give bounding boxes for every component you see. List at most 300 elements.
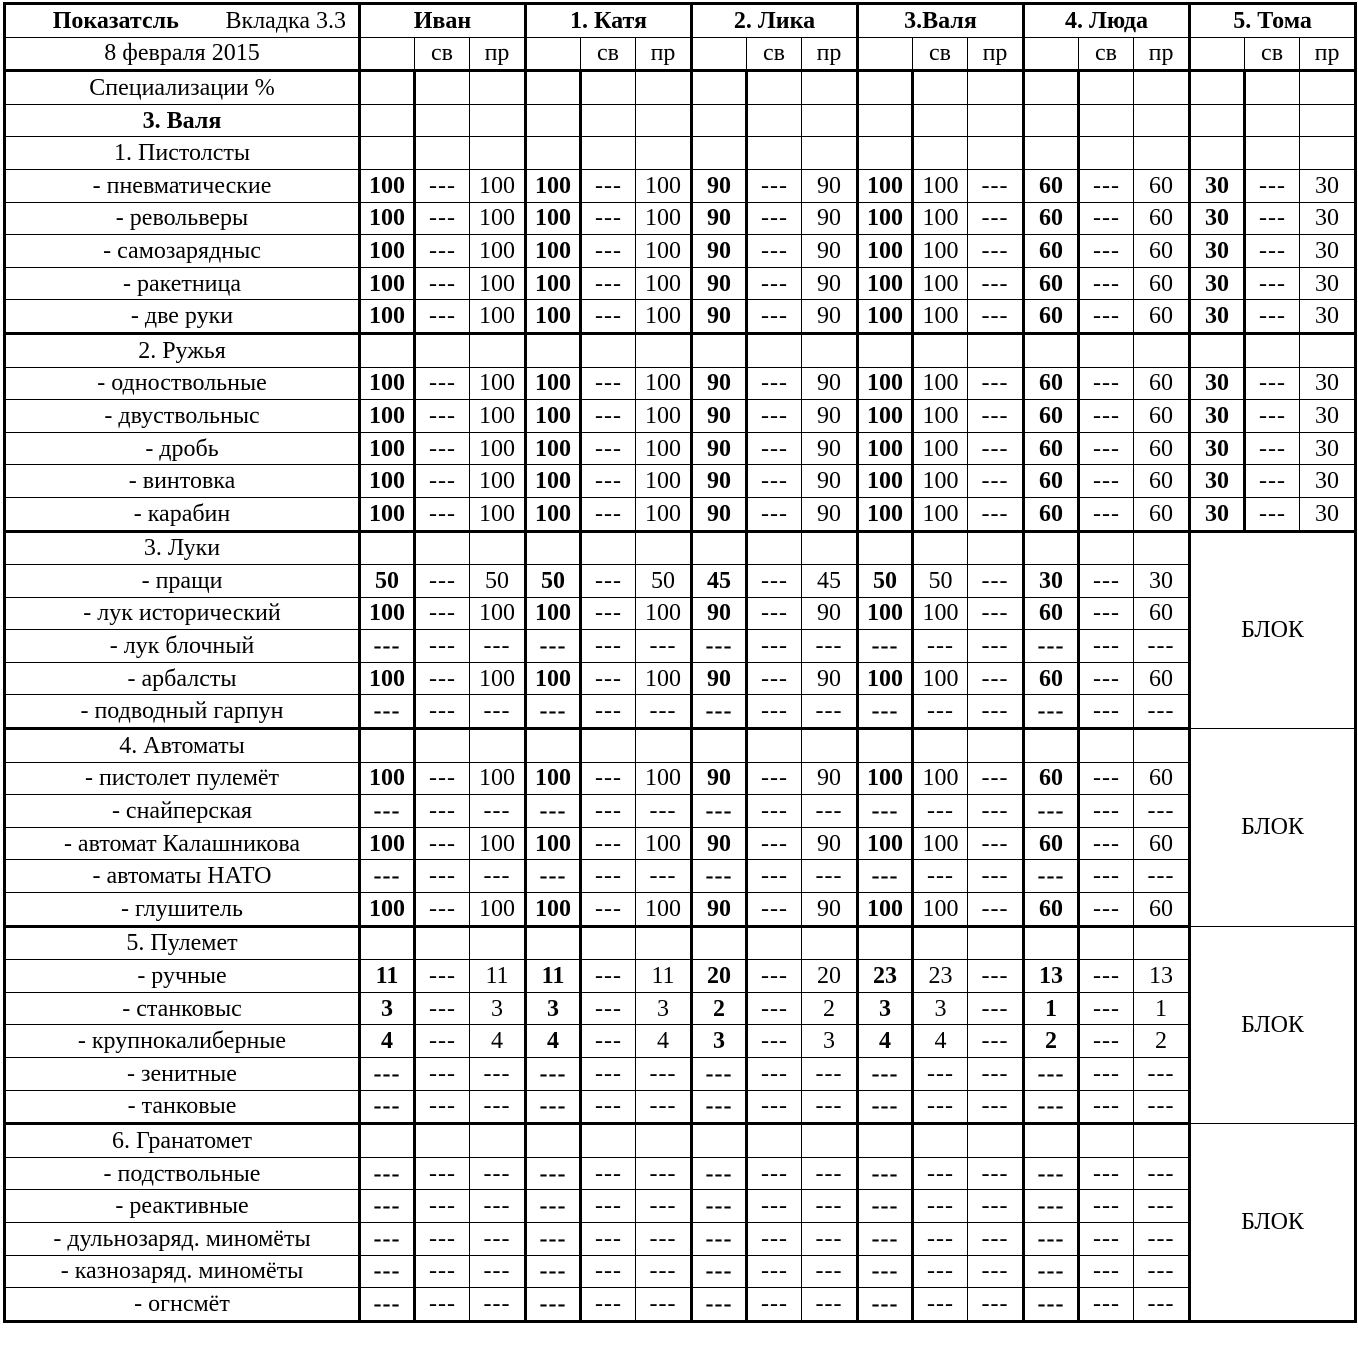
- value-cell-katya-sv: ---: [581, 1090, 636, 1124]
- value-cell-valya-sv: ---: [913, 1157, 968, 1190]
- value-cell-lika-pr: ---: [802, 630, 858, 663]
- value-cell-katya-pr: ---: [636, 695, 692, 729]
- value-cell-lyuda-main: 1: [1024, 992, 1079, 1025]
- value-cell-katya-main: 100: [526, 235, 581, 268]
- value-cell-valya-sv: ---: [913, 630, 968, 663]
- person-empty-cell: [802, 104, 858, 137]
- value-cell-ivan-pr: 100: [470, 597, 526, 630]
- value-cell-valya-main: 100: [858, 465, 913, 498]
- section-title: 5. Пулемет: [5, 926, 360, 960]
- section-empty-cell: [526, 926, 581, 960]
- value-cell-valya-pr: ---: [968, 400, 1024, 433]
- value-cell-ivan-pr: 100: [470, 465, 526, 498]
- subheader-lika-pr: пр: [802, 37, 858, 71]
- value-cell-valya-main: 100: [858, 893, 913, 927]
- value-cell-katya-main: 100: [526, 367, 581, 400]
- value-cell-katya-main: ---: [526, 1157, 581, 1190]
- value-cell-valya-pr: ---: [968, 1190, 1024, 1223]
- section-empty-cell: [636, 926, 692, 960]
- value-cell-valya-main: ---: [858, 1058, 913, 1091]
- value-cell-valya-main: 100: [858, 202, 913, 235]
- table-row: [5, 1222, 1356, 1255]
- specializations-row: [5, 71, 1356, 105]
- table-row: [5, 860, 1356, 893]
- value-cell-lika-main: 90: [692, 662, 747, 695]
- value-cell-katya-pr: 100: [636, 267, 692, 300]
- value-cell-lyuda-sv: ---: [1079, 960, 1134, 993]
- value-cell-toma-pr: 30: [1300, 400, 1356, 433]
- value-cell-lyuda-pr: 60: [1134, 202, 1190, 235]
- value-cell-lyuda-pr: 60: [1134, 662, 1190, 695]
- section-empty-cell: [747, 333, 802, 367]
- section-title-row: [5, 333, 1356, 367]
- value-cell-lika-sv: ---: [747, 300, 802, 334]
- section-empty-cell: [802, 137, 858, 170]
- value-cell-ivan-pr: 100: [470, 367, 526, 400]
- value-cell-toma-sv: ---: [1245, 267, 1300, 300]
- value-cell-lyuda-main: 60: [1024, 300, 1079, 334]
- subheader-ivan-pr: пр: [470, 37, 526, 71]
- section-empty-cell: [415, 926, 470, 960]
- subheader-lyuda-pr: пр: [1134, 37, 1190, 71]
- value-cell-katya-sv: ---: [581, 1025, 636, 1058]
- person-empty-cell: [1190, 104, 1245, 137]
- section-empty-cell: [526, 729, 581, 763]
- value-cell-katya-pr: 100: [636, 235, 692, 268]
- value-cell-lyuda-sv: ---: [1079, 1025, 1134, 1058]
- value-cell-ivan-sv: ---: [415, 169, 470, 202]
- value-cell-ivan-main: ---: [360, 695, 415, 729]
- value-cell-valya-pr: ---: [968, 795, 1024, 828]
- subheader-valya-pr: пр: [968, 37, 1024, 71]
- value-cell-lyuda-sv: ---: [1079, 267, 1134, 300]
- table-row: [5, 762, 1356, 795]
- value-cell-ivan-main: 100: [360, 300, 415, 334]
- table-row: [5, 1058, 1356, 1091]
- value-cell-katya-sv: ---: [581, 992, 636, 1025]
- value-cell-valya-pr: ---: [968, 169, 1024, 202]
- value-cell-ivan-pr: 100: [470, 762, 526, 795]
- value-cell-ivan-sv: ---: [415, 827, 470, 860]
- value-cell-katya-main: 100: [526, 267, 581, 300]
- value-cell-ivan-pr: 100: [470, 202, 526, 235]
- value-cell-valya-pr: ---: [968, 827, 1024, 860]
- section-empty-cell: [470, 729, 526, 763]
- section-empty-cell: [360, 531, 415, 565]
- row-label: - лук исторический: [5, 597, 360, 630]
- value-cell-lika-main: 90: [692, 497, 747, 531]
- value-cell-lika-sv: ---: [747, 400, 802, 433]
- table-row: [5, 300, 1356, 334]
- value-cell-valya-main: 50: [858, 565, 913, 598]
- section-empty-cell: [1134, 1124, 1190, 1158]
- value-cell-valya-main: 100: [858, 300, 913, 334]
- table-row: [5, 1255, 1356, 1288]
- specializations-label: Специализации %: [5, 71, 360, 105]
- value-cell-lika-pr: 90: [802, 300, 858, 334]
- value-cell-ivan-main: 100: [360, 432, 415, 465]
- table-row: [5, 367, 1356, 400]
- value-cell-ivan-sv: ---: [415, 795, 470, 828]
- value-cell-valya-pr: ---: [968, 267, 1024, 300]
- value-cell-lika-main: 90: [692, 465, 747, 498]
- section-empty-cell: [636, 729, 692, 763]
- value-cell-valya-sv: 100: [913, 432, 968, 465]
- subheader-toma-sv: св: [1245, 37, 1300, 71]
- value-cell-katya-sv: ---: [581, 1157, 636, 1190]
- value-cell-katya-main: 100: [526, 597, 581, 630]
- row-label: - дробь: [5, 432, 360, 465]
- value-cell-valya-sv: 100: [913, 400, 968, 433]
- section-empty-cell: [1079, 333, 1134, 367]
- section-empty-cell: [581, 926, 636, 960]
- value-cell-katya-pr: 100: [636, 202, 692, 235]
- value-cell-lika-pr: 3: [802, 1025, 858, 1058]
- value-cell-katya-pr: ---: [636, 1190, 692, 1223]
- value-cell-lyuda-pr: 60: [1134, 597, 1190, 630]
- value-cell-lyuda-sv: ---: [1079, 1255, 1134, 1288]
- row-label: - автоматы НАТО: [5, 860, 360, 893]
- person-empty-cell: [415, 104, 470, 137]
- value-cell-lyuda-sv: ---: [1079, 1190, 1134, 1223]
- value-cell-lika-sv: ---: [747, 762, 802, 795]
- value-cell-lyuda-main: 60: [1024, 497, 1079, 531]
- value-cell-lyuda-pr: 60: [1134, 497, 1190, 531]
- value-cell-katya-main: 100: [526, 169, 581, 202]
- value-cell-lika-sv: ---: [747, 497, 802, 531]
- header-row-subcolumns: [5, 37, 1356, 71]
- value-cell-lika-sv: ---: [747, 267, 802, 300]
- section-empty-cell: [858, 1124, 913, 1158]
- value-cell-lyuda-pr: 13: [1134, 960, 1190, 993]
- value-cell-katya-main: 100: [526, 400, 581, 433]
- person-empty-cell: [1134, 104, 1190, 137]
- section-empty-cell: [692, 1124, 747, 1158]
- value-cell-katya-main: 4: [526, 1025, 581, 1058]
- row-label: - реактивные: [5, 1190, 360, 1223]
- value-cell-lika-sv: ---: [747, 367, 802, 400]
- section-empty-cell: [802, 1124, 858, 1158]
- section-empty-cell: [415, 531, 470, 565]
- value-cell-lika-pr: ---: [802, 1288, 858, 1322]
- section-empty-cell: [968, 531, 1024, 565]
- value-cell-ivan-sv: ---: [415, 300, 470, 334]
- value-cell-katya-main: 100: [526, 497, 581, 531]
- value-cell-katya-main: ---: [526, 1222, 581, 1255]
- value-cell-katya-pr: 11: [636, 960, 692, 993]
- specializations-empty-cell: [1079, 71, 1134, 105]
- value-cell-lika-main: ---: [692, 1288, 747, 1322]
- subheader-toma-pr: пр: [1300, 37, 1356, 71]
- value-cell-valya-sv: 100: [913, 235, 968, 268]
- section-empty-cell: [360, 926, 415, 960]
- value-cell-ivan-pr: ---: [470, 695, 526, 729]
- subheader-katya-main: [526, 37, 581, 71]
- row-label: - дульнозаряд. миномёты: [5, 1222, 360, 1255]
- value-cell-katya-sv: ---: [581, 1058, 636, 1091]
- table-row: [5, 630, 1356, 663]
- value-cell-valya-pr: ---: [968, 762, 1024, 795]
- value-cell-ivan-pr: 100: [470, 827, 526, 860]
- row-label: - две руки: [5, 300, 360, 334]
- report-date: 8 февраля 2015: [5, 37, 360, 71]
- subheader-lyuda-main: [1024, 37, 1079, 71]
- section-empty-cell: [968, 926, 1024, 960]
- value-cell-lika-sv: ---: [747, 1157, 802, 1190]
- value-cell-lyuda-main: 60: [1024, 202, 1079, 235]
- value-cell-valya-sv: 23: [913, 960, 968, 993]
- value-cell-ivan-pr: ---: [470, 860, 526, 893]
- value-cell-lika-pr: 90: [802, 432, 858, 465]
- value-cell-lyuda-main: 60: [1024, 762, 1079, 795]
- section-empty-cell: [858, 333, 913, 367]
- value-cell-ivan-pr: 100: [470, 169, 526, 202]
- value-cell-valya-sv: ---: [913, 695, 968, 729]
- value-cell-katya-pr: 100: [636, 169, 692, 202]
- value-cell-toma-pr: 30: [1300, 497, 1356, 531]
- value-cell-valya-sv: 100: [913, 662, 968, 695]
- value-cell-lyuda-sv: ---: [1079, 202, 1134, 235]
- value-cell-lika-sv: ---: [747, 465, 802, 498]
- specializations-empty-cell: [747, 71, 802, 105]
- value-cell-katya-pr: 100: [636, 827, 692, 860]
- value-cell-ivan-sv: ---: [415, 565, 470, 598]
- row-label: - танковые: [5, 1090, 360, 1124]
- row-label: - двуствольныс: [5, 400, 360, 433]
- value-cell-ivan-sv: ---: [415, 367, 470, 400]
- value-cell-ivan-pr: 100: [470, 662, 526, 695]
- value-cell-katya-main: 100: [526, 762, 581, 795]
- value-cell-lyuda-pr: ---: [1134, 1058, 1190, 1091]
- value-cell-valya-pr: ---: [968, 1255, 1024, 1288]
- value-cell-lyuda-sv: ---: [1079, 565, 1134, 598]
- value-cell-lika-main: 90: [692, 235, 747, 268]
- value-cell-toma-sv: ---: [1245, 400, 1300, 433]
- value-cell-katya-sv: ---: [581, 432, 636, 465]
- value-cell-valya-pr: ---: [968, 432, 1024, 465]
- value-cell-toma-sv: ---: [1245, 367, 1300, 400]
- section-empty-cell: [747, 729, 802, 763]
- value-cell-katya-sv: ---: [581, 630, 636, 663]
- value-cell-lika-pr: 20: [802, 960, 858, 993]
- value-cell-toma-main: 30: [1190, 202, 1245, 235]
- row-label: - арбалсты: [5, 662, 360, 695]
- value-cell-valya-sv: 100: [913, 202, 968, 235]
- value-cell-valya-sv: 100: [913, 169, 968, 202]
- value-cell-ivan-sv: ---: [415, 432, 470, 465]
- value-cell-lika-sv: ---: [747, 1025, 802, 1058]
- value-cell-ivan-sv: ---: [415, 1288, 470, 1322]
- section-empty-cell: [968, 729, 1024, 763]
- value-cell-katya-sv: ---: [581, 1288, 636, 1322]
- value-cell-ivan-sv: ---: [415, 1058, 470, 1091]
- group-header-lyuda: 4. Люда: [1024, 4, 1190, 38]
- value-cell-ivan-pr: 50: [470, 565, 526, 598]
- section-empty-cell: [858, 729, 913, 763]
- value-cell-lyuda-pr: 60: [1134, 465, 1190, 498]
- person-empty-cell: [526, 104, 581, 137]
- subheader-valya-sv: св: [913, 37, 968, 71]
- value-cell-katya-sv: ---: [581, 565, 636, 598]
- value-cell-ivan-main: ---: [360, 795, 415, 828]
- value-cell-valya-sv: ---: [913, 1222, 968, 1255]
- group-header-valya: 3.Валя: [858, 4, 1024, 38]
- value-cell-lyuda-sv: ---: [1079, 300, 1134, 334]
- value-cell-katya-sv: ---: [581, 1222, 636, 1255]
- value-cell-katya-main: 100: [526, 893, 581, 927]
- value-cell-katya-sv: ---: [581, 1190, 636, 1223]
- value-cell-valya-main: 100: [858, 432, 913, 465]
- table-row: [5, 1090, 1356, 1124]
- group-header-katya: 1. Катя: [526, 4, 692, 38]
- value-cell-lyuda-pr: ---: [1134, 1090, 1190, 1124]
- value-cell-valya-sv: 50: [913, 565, 968, 598]
- section-empty-cell: [747, 531, 802, 565]
- value-cell-lyuda-sv: ---: [1079, 860, 1134, 893]
- section-empty-cell: [1024, 137, 1079, 170]
- subheader-ivan-sv: св: [415, 37, 470, 71]
- table-row: [5, 1025, 1356, 1058]
- blocked-cell: БЛОК: [1190, 729, 1356, 927]
- value-cell-lyuda-pr: 60: [1134, 827, 1190, 860]
- section-empty-cell: [692, 531, 747, 565]
- value-cell-ivan-pr: 100: [470, 400, 526, 433]
- value-cell-ivan-sv: ---: [415, 662, 470, 695]
- section-empty-cell: [636, 1124, 692, 1158]
- person-row: [5, 104, 1356, 137]
- subheader-toma-main: [1190, 37, 1245, 71]
- value-cell-katya-sv: ---: [581, 400, 636, 433]
- value-cell-katya-main: ---: [526, 1058, 581, 1091]
- value-cell-ivan-sv: ---: [415, 1090, 470, 1124]
- section-empty-cell: [581, 137, 636, 170]
- value-cell-lyuda-sv: ---: [1079, 827, 1134, 860]
- value-cell-valya-pr: ---: [968, 367, 1024, 400]
- value-cell-lika-pr: ---: [802, 1157, 858, 1190]
- table-row: [5, 597, 1356, 630]
- value-cell-valya-sv: ---: [913, 1190, 968, 1223]
- value-cell-valya-sv: 4: [913, 1025, 968, 1058]
- value-cell-toma-main: 30: [1190, 400, 1245, 433]
- value-cell-ivan-sv: ---: [415, 893, 470, 927]
- table-row: [5, 235, 1356, 268]
- value-cell-lika-sv: ---: [747, 960, 802, 993]
- value-cell-toma-sv: ---: [1245, 202, 1300, 235]
- value-cell-valya-pr: ---: [968, 860, 1024, 893]
- value-cell-katya-main: ---: [526, 1190, 581, 1223]
- value-cell-katya-sv: ---: [581, 497, 636, 531]
- value-cell-lyuda-pr: ---: [1134, 795, 1190, 828]
- value-cell-lika-main: ---: [692, 1255, 747, 1288]
- value-cell-ivan-pr: ---: [470, 1157, 526, 1190]
- value-cell-valya-main: ---: [858, 695, 913, 729]
- value-cell-lika-sv: ---: [747, 1288, 802, 1322]
- row-label: - пистолет пулемёт: [5, 762, 360, 795]
- row-label: - пращи: [5, 565, 360, 598]
- value-cell-katya-pr: 4: [636, 1025, 692, 1058]
- value-cell-ivan-pr: 11: [470, 960, 526, 993]
- value-cell-ivan-pr: ---: [470, 1222, 526, 1255]
- value-cell-katya-main: 100: [526, 465, 581, 498]
- section-empty-cell: [968, 1124, 1024, 1158]
- section-empty-cell: [913, 137, 968, 170]
- section-empty-cell: [1079, 926, 1134, 960]
- value-cell-ivan-main: ---: [360, 1222, 415, 1255]
- value-cell-lyuda-pr: ---: [1134, 860, 1190, 893]
- value-cell-lika-main: ---: [692, 1058, 747, 1091]
- value-cell-lyuda-main: ---: [1024, 860, 1079, 893]
- value-cell-katya-pr: ---: [636, 1255, 692, 1288]
- section-empty-cell: [1079, 531, 1134, 565]
- value-cell-lyuda-main: 60: [1024, 827, 1079, 860]
- value-cell-lika-main: ---: [692, 1157, 747, 1190]
- section-empty-cell: [415, 333, 470, 367]
- value-cell-valya-pr: ---: [968, 465, 1024, 498]
- person-empty-cell: [1079, 104, 1134, 137]
- value-cell-lyuda-sv: ---: [1079, 630, 1134, 663]
- value-cell-valya-main: ---: [858, 1157, 913, 1190]
- value-cell-valya-main: ---: [858, 860, 913, 893]
- value-cell-lyuda-pr: 60: [1134, 235, 1190, 268]
- value-cell-katya-sv: ---: [581, 827, 636, 860]
- value-cell-lika-main: 90: [692, 597, 747, 630]
- section-empty-cell: [1134, 729, 1190, 763]
- value-cell-ivan-pr: ---: [470, 1288, 526, 1322]
- value-cell-ivan-pr: ---: [470, 1190, 526, 1223]
- value-cell-valya-main: 100: [858, 169, 913, 202]
- section-empty-cell: [1245, 137, 1300, 170]
- value-cell-valya-pr: ---: [968, 630, 1024, 663]
- section-title-row: [5, 729, 1356, 763]
- section-empty-cell: [1024, 1124, 1079, 1158]
- value-cell-ivan-main: 11: [360, 960, 415, 993]
- table-row: [5, 960, 1356, 993]
- section-empty-cell: [968, 137, 1024, 170]
- value-cell-ivan-sv: ---: [415, 267, 470, 300]
- value-cell-lyuda-pr: 2: [1134, 1025, 1190, 1058]
- section-empty-cell: [1134, 531, 1190, 565]
- value-cell-toma-sv: ---: [1245, 235, 1300, 268]
- value-cell-lyuda-pr: 1: [1134, 992, 1190, 1025]
- section-empty-cell: [1079, 729, 1134, 763]
- specializations-empty-cell: [636, 71, 692, 105]
- value-cell-lyuda-sv: ---: [1079, 169, 1134, 202]
- value-cell-ivan-sv: ---: [415, 860, 470, 893]
- value-cell-lika-main: 90: [692, 267, 747, 300]
- table-row: [5, 497, 1356, 531]
- person-empty-cell: [360, 104, 415, 137]
- value-cell-valya-main: ---: [858, 1255, 913, 1288]
- value-cell-toma-sv: ---: [1245, 497, 1300, 531]
- value-cell-ivan-main: 4: [360, 1025, 415, 1058]
- value-cell-katya-pr: 3: [636, 992, 692, 1025]
- value-cell-lyuda-pr: 60: [1134, 762, 1190, 795]
- value-cell-valya-pr: ---: [968, 960, 1024, 993]
- value-cell-ivan-pr: 3: [470, 992, 526, 1025]
- value-cell-katya-main: ---: [526, 695, 581, 729]
- value-cell-lika-sv: ---: [747, 695, 802, 729]
- value-cell-valya-sv: 3: [913, 992, 968, 1025]
- row-label: - станковыс: [5, 992, 360, 1025]
- row-label: - подводный гарпун: [5, 695, 360, 729]
- row-label: - лук блочный: [5, 630, 360, 663]
- section-empty-cell: [692, 333, 747, 367]
- value-cell-lika-pr: 2: [802, 992, 858, 1025]
- value-cell-ivan-sv: ---: [415, 202, 470, 235]
- section-empty-cell: [636, 333, 692, 367]
- value-cell-lyuda-main: ---: [1024, 1222, 1079, 1255]
- section-empty-cell: [526, 531, 581, 565]
